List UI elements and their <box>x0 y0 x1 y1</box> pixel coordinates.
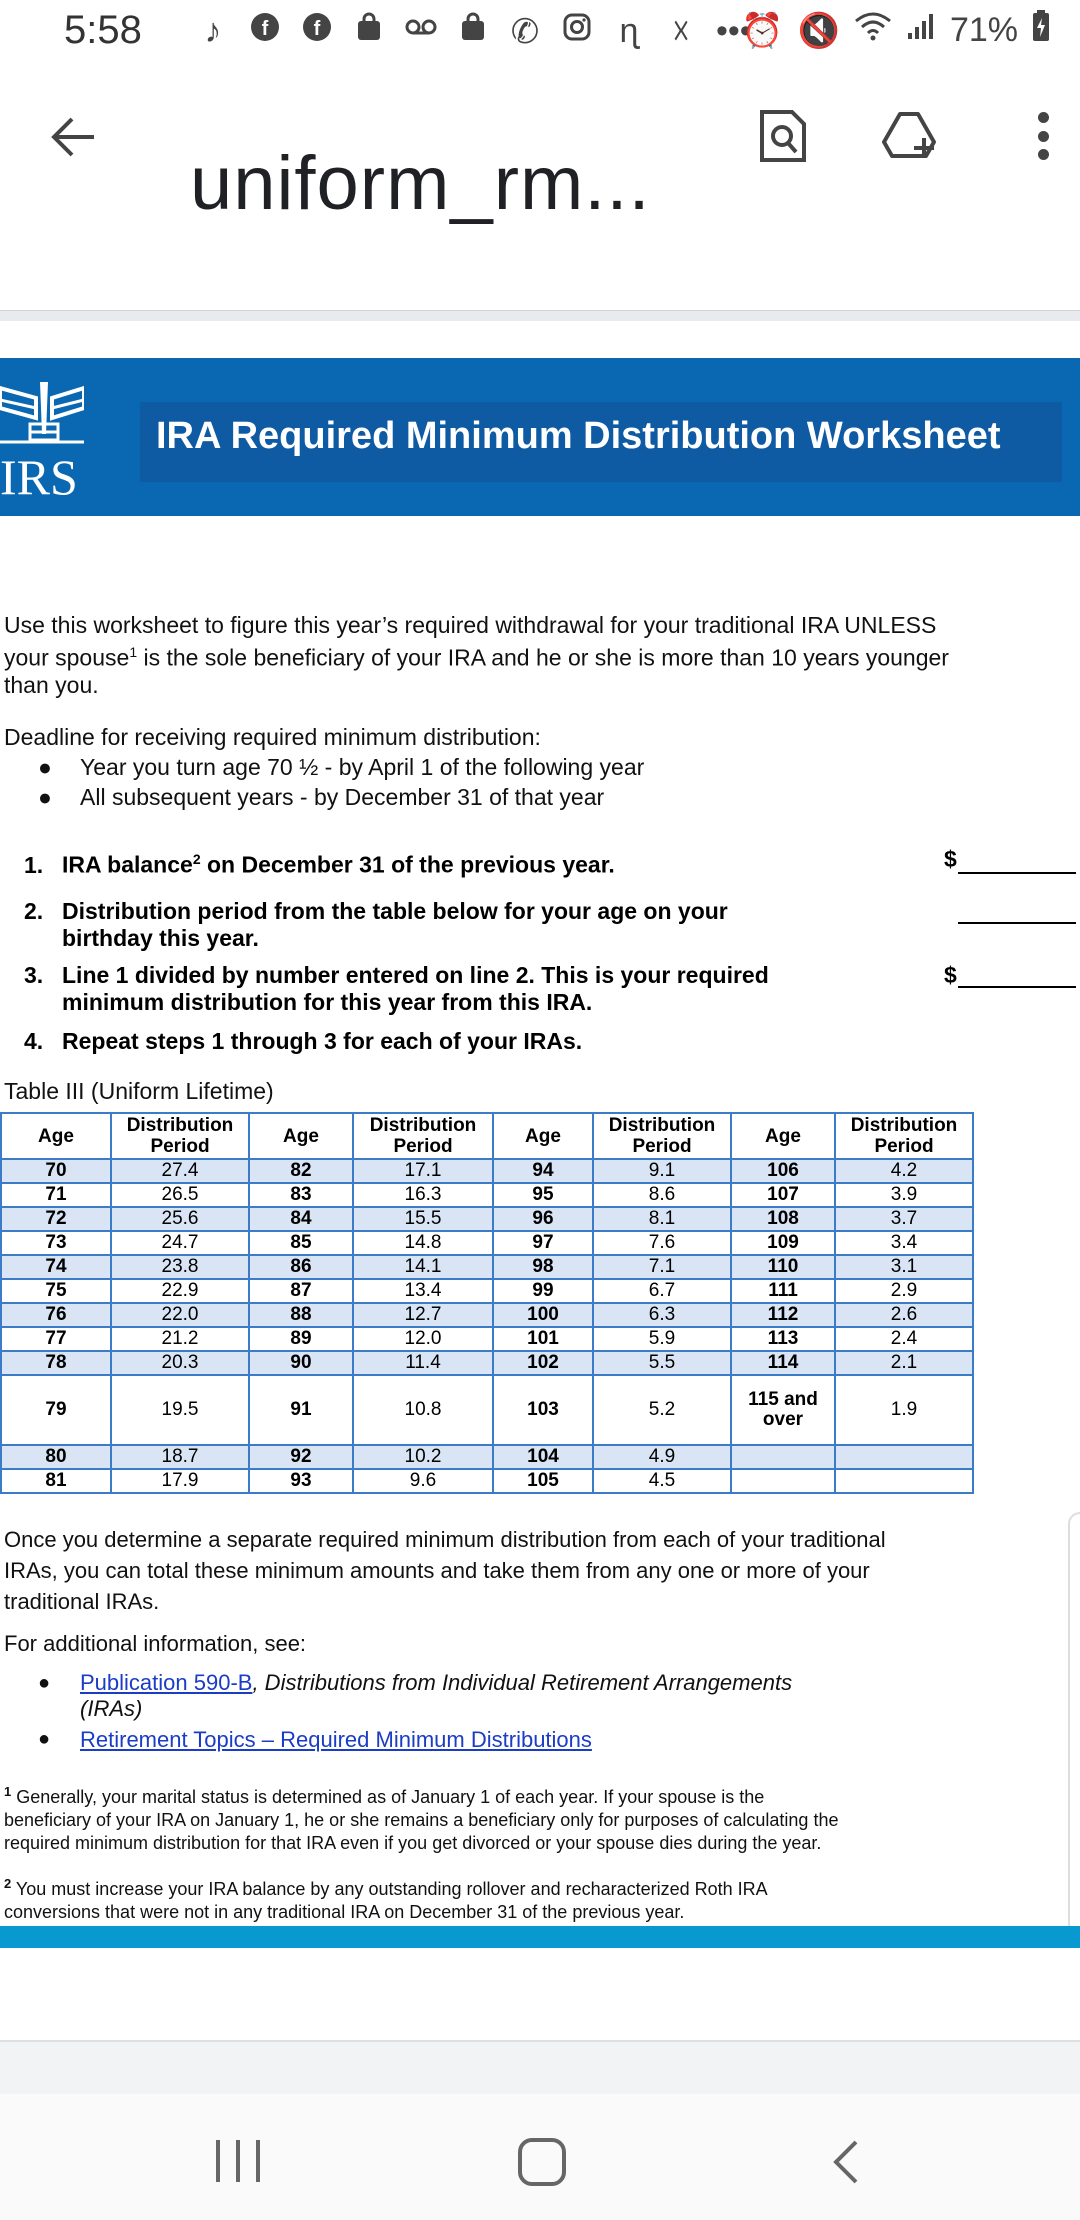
more-info-item-1: Publication 590-B, Distributions from Individual Retirement Arrangements (IRAs) <box>80 1670 793 1721</box>
signal-icon <box>906 11 936 50</box>
age-cell: 73 <box>1 1231 111 1255</box>
distribution-period-cell: 20.3 <box>111 1351 249 1375</box>
distribution-period-cell: 9.6 <box>353 1469 493 1493</box>
table-row <box>1 1375 973 1445</box>
distribution-period-cell: 10.8 <box>353 1375 493 1445</box>
distribution-period-cell: 14.1 <box>353 1255 493 1279</box>
column-header: Distribution Period <box>835 1113 973 1159</box>
currency-symbol: $ <box>944 846 957 872</box>
document-title: uniform_rm... <box>190 141 651 226</box>
table-header-row <box>1 1113 973 1159</box>
table-row <box>1 1469 973 1493</box>
age-cell: 70 <box>1 1159 111 1183</box>
step-2-answer-blank <box>958 922 1076 924</box>
distribution-period-cell: 24.7 <box>111 1231 249 1255</box>
distribution-period-cell: 27.4 <box>111 1159 249 1183</box>
svg-text:f: f <box>313 18 321 40</box>
distribution-period-cell <box>835 1469 973 1493</box>
recents-icon[interactable] <box>216 2140 260 2182</box>
table-caption: Table III (Uniform Lifetime) <box>4 1078 274 1104</box>
step-4: 4. Repeat steps 1 through 3 for each of your IRAs. <box>24 1028 583 1054</box>
age-cell: 104 <box>493 1445 593 1469</box>
table-row <box>1 1327 973 1351</box>
step-1: 1. IRA balance$^2$ on December 31 of the previous year. <box>24 851 615 878</box>
age-cell: 101 <box>493 1327 593 1351</box>
distribution-period-cell: 12.7 <box>353 1303 493 1327</box>
column-header: Age <box>731 1113 835 1159</box>
bullet-icon: ● <box>38 754 52 780</box>
age-cell: 78 <box>1 1351 111 1375</box>
document-footer-bar <box>0 1926 1080 1948</box>
distribution-period-cell: 11.4 <box>353 1351 493 1375</box>
table-row <box>1 1303 973 1327</box>
distribution-period-cell: 10.2 <box>353 1445 493 1469</box>
age-cell: 87 <box>249 1279 353 1303</box>
footnote-2: $^2$ You must increase your IRA balance by any outstanding rollover and recharacterized Roth IRA conversions that were not in any traditional IRA on December 31 of the previous year. <box>4 1876 768 1922</box>
distribution-period-cell: 8.1 <box>593 1207 731 1231</box>
distribution-period-cell: 3.4 <box>835 1231 973 1255</box>
distribution-period-cell: 5.2 <box>593 1375 731 1445</box>
toolbar-divider <box>0 310 1080 321</box>
voicemail-icon <box>404 12 438 52</box>
facebook-icon <box>248 12 282 52</box>
app-icon: ☓ <box>671 13 691 51</box>
status-time: 5:58 <box>64 8 142 52</box>
age-cell: 85 <box>249 1231 353 1255</box>
age-cell: 82 <box>249 1159 353 1183</box>
add-to-drive-icon[interactable] <box>882 108 936 164</box>
age-cell: 100 <box>493 1303 593 1327</box>
publication-590b-link[interactable]: Publication 590-B <box>80 1670 253 1695</box>
distribution-period-cell: 19.5 <box>111 1375 249 1445</box>
alarm-icon: ⏰ <box>741 11 784 50</box>
age-cell: 107 <box>731 1183 835 1207</box>
age-cell: 98 <box>493 1255 593 1279</box>
age-cell: 76 <box>1 1303 111 1327</box>
age-cell: 108 <box>731 1207 835 1231</box>
distribution-period-cell: 2.6 <box>835 1303 973 1327</box>
age-cell: 110 <box>731 1255 835 1279</box>
age-cell: 103 <box>493 1375 593 1445</box>
distribution-period-cell: 22.0 <box>111 1303 249 1327</box>
distribution-period-cell: 13.4 <box>353 1279 493 1303</box>
column-header: Age <box>1 1113 111 1159</box>
back-arrow-icon[interactable] <box>48 112 98 162</box>
age-cell: 88 <box>249 1303 353 1327</box>
instagram-icon <box>560 12 594 52</box>
table-row <box>1 1207 973 1231</box>
age-cell: 92 <box>249 1445 353 1469</box>
notification-icons <box>196 12 750 52</box>
distribution-period-cell: 1.9 <box>835 1375 973 1445</box>
distribution-period-cell: 7.1 <box>593 1255 731 1279</box>
step-1-answer-blank <box>958 872 1076 874</box>
age-cell: 91 <box>249 1375 353 1445</box>
distribution-period-cell: 4.2 <box>835 1159 973 1183</box>
tiktok-icon: ♪ <box>204 12 222 50</box>
distribution-period-cell: 17.1 <box>353 1159 493 1183</box>
distribution-period-cell: 12.0 <box>353 1327 493 1351</box>
more-info-item-2 <box>80 1726 592 1753</box>
age-cell: 112 <box>731 1303 835 1327</box>
age-cell: 113 <box>731 1327 835 1351</box>
distribution-period-cell: 5.5 <box>593 1351 731 1375</box>
age-cell: 96 <box>493 1207 593 1231</box>
age-cell: 72 <box>1 1207 111 1231</box>
column-header: Distribution Period <box>111 1113 249 1159</box>
system-icons <box>741 10 1050 51</box>
age-cell: 77 <box>1 1327 111 1351</box>
age-cell <box>731 1445 835 1469</box>
table-row <box>1 1351 973 1375</box>
more-info-heading: For additional information, see: <box>4 1631 307 1656</box>
deadline-heading: Deadline for receiving required minimum distribution: <box>4 724 541 750</box>
closing-paragraph: Once you determine a separate required minimum distribution from each of your traditional IRAs, you can total these minimum amounts and take them from any one or more of your traditional IRAs. <box>4 1527 886 1614</box>
shopping-bag-icon <box>456 12 490 52</box>
svg-text:f: f <box>261 18 269 40</box>
nav-back-icon[interactable] <box>826 2138 866 2186</box>
status-bar <box>0 0 1080 64</box>
distribution-period-cell: 18.7 <box>111 1445 249 1469</box>
step-3: 3. Line 1 divided by number entered on line 2. This is your required minimum distribution for this year from this IRA. <box>24 962 769 1015</box>
age-cell: 93 <box>249 1469 353 1493</box>
age-cell: 83 <box>249 1183 353 1207</box>
retirement-topics-rmd-link[interactable]: Retirement Topics – Required Minimum Distributions <box>80 1727 592 1752</box>
app-icon: ɳ <box>619 12 639 50</box>
age-cell: 102 <box>493 1351 593 1375</box>
bullet-icon: ● <box>38 1728 51 1750</box>
distribution-period-cell: 8.6 <box>593 1183 731 1207</box>
distribution-period-cell: 2.9 <box>835 1279 973 1303</box>
distribution-period-cell: 2.1 <box>835 1351 973 1375</box>
bullet-icon: ● <box>38 784 52 810</box>
bullet-icon: ● <box>38 1672 51 1694</box>
distribution-period-cell: 15.5 <box>353 1207 493 1231</box>
distribution-period-cell: 23.8 <box>111 1255 249 1279</box>
mute-icon: 🔇 <box>797 11 840 50</box>
age-cell: 97 <box>493 1231 593 1255</box>
age-cell: 94 <box>493 1159 593 1183</box>
table-row <box>1 1255 973 1279</box>
column-header: Age <box>493 1113 593 1159</box>
table-row <box>1 1445 973 1469</box>
distribution-period-cell: 3.1 <box>835 1255 973 1279</box>
age-cell <box>731 1469 835 1493</box>
age-cell: 109 <box>731 1231 835 1255</box>
age-cell: 111 <box>731 1279 835 1303</box>
distribution-period-cell: 7.6 <box>593 1231 731 1255</box>
age-cell: 86 <box>249 1255 353 1279</box>
table-row <box>1 1183 973 1207</box>
wifi-icon <box>854 11 892 50</box>
irs-logo-text: IRS <box>0 449 78 505</box>
more-options-icon[interactable] <box>1036 112 1050 160</box>
distribution-period-cell <box>835 1445 973 1469</box>
worksheet-title: IRA Required Minimum Distribution Worksheet <box>156 415 1001 457</box>
distribution-period-cell: 21.2 <box>111 1327 249 1351</box>
wifi-calling-icon: ✆ <box>510 13 540 51</box>
age-cell: 80 <box>1 1445 111 1469</box>
age-cell: 99 <box>493 1279 593 1303</box>
battery-icon <box>1032 10 1050 51</box>
intro-paragraph: Use this worksheet to figure this year’s required withdrawal for your traditional IRA UNLESS your spouse$^1$ is the sole beneficiary of your IRA and he or she is more than 10 years younger than you. <box>4 612 949 698</box>
deadline-item: All subsequent years - by December 31 of that year <box>80 784 605 810</box>
age-cell: 114 <box>731 1351 835 1375</box>
column-header: Distribution Period <box>353 1113 493 1159</box>
shopping-bag-icon <box>352 12 386 52</box>
distribution-period-cell: 6.7 <box>593 1279 731 1303</box>
age-cell: 89 <box>249 1327 353 1351</box>
distribution-period-cell: 4.5 <box>593 1469 731 1493</box>
distribution-period-cell: 17.9 <box>111 1469 249 1493</box>
side-panel-edge <box>1068 1512 1080 1936</box>
deadline-item: Year you turn age 70 ½ - by April 1 of the following year <box>80 754 645 780</box>
column-header: Age <box>249 1113 353 1159</box>
age-cell: 90 <box>249 1351 353 1375</box>
distribution-period-cell: 6.3 <box>593 1303 731 1327</box>
distribution-period-cell: 3.9 <box>835 1183 973 1207</box>
age-cell: 74 <box>1 1255 111 1279</box>
table-row <box>1 1231 973 1255</box>
page-bottom-shade <box>0 2040 1080 2096</box>
table-row <box>1 1279 973 1303</box>
distribution-period-cell: 4.9 <box>593 1445 731 1469</box>
distribution-period-cell: 5.9 <box>593 1327 731 1351</box>
home-icon[interactable] <box>518 2138 566 2186</box>
distribution-period-cell: 26.5 <box>111 1183 249 1207</box>
distribution-period-cell: 25.6 <box>111 1207 249 1231</box>
distribution-period-cell: 14.8 <box>353 1231 493 1255</box>
more-notifications-icon: ••• <box>716 12 752 50</box>
facebook-icon <box>300 12 334 52</box>
column-header: Distribution Period <box>593 1113 731 1159</box>
distribution-period-cell: 16.3 <box>353 1183 493 1207</box>
table-row <box>1 1159 973 1183</box>
age-cell: 106 <box>731 1159 835 1183</box>
search-document-icon[interactable] <box>756 108 810 164</box>
age-cell: 79 <box>1 1375 111 1445</box>
currency-symbol: $ <box>944 962 957 988</box>
age-cell: 105 <box>493 1469 593 1493</box>
distribution-period-cell: 9.1 <box>593 1159 731 1183</box>
age-cell: 71 <box>1 1183 111 1207</box>
uniform-lifetime-table <box>0 1112 974 1494</box>
age-cell: 115 and over <box>731 1375 835 1445</box>
distribution-period-cell: 2.4 <box>835 1327 973 1351</box>
step-3-answer-blank <box>958 986 1076 988</box>
distribution-period-cell: 22.9 <box>111 1279 249 1303</box>
age-cell: 95 <box>493 1183 593 1207</box>
age-cell: 84 <box>249 1207 353 1231</box>
footnote-1: $^1$ Generally, your marital status is determined as of January 1 of each year. If your spouse is the beneficiary of your IRA on January 1, he or she remains a beneficiary only for purposes of calculating the required minimum distribution for that IRA even if you get divorced or your spouse dies during the year. <box>4 1784 839 1853</box>
distribution-period-cell: 3.7 <box>835 1207 973 1231</box>
age-cell: 75 <box>1 1279 111 1303</box>
step-2: 2. Distribution period from the table below for your age on your birthday this year. <box>24 898 728 951</box>
age-cell: 81 <box>1 1469 111 1493</box>
battery-percent: 71% <box>949 11 1018 49</box>
